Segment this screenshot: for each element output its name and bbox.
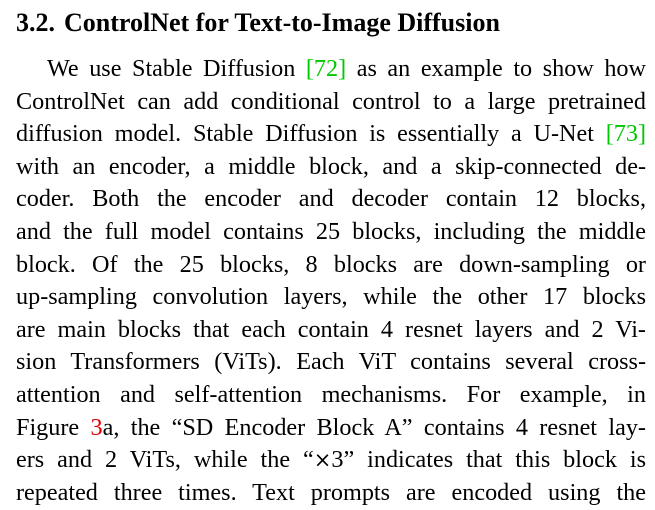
- citation-link[interactable]: [72]: [305, 55, 347, 82]
- paragraph-line: and the full model contains 25 blocks, including the middle: [16, 217, 646, 245]
- line-text: a, the “SD Encoder Block A” contains 4 resnet lay-: [102, 413, 646, 441]
- section-title: ControlNet for Text-to-Image Diffusion: [64, 8, 500, 37]
- citation-link[interactable]: [73]: [605, 120, 646, 148]
- section-number: 3.2.: [16, 8, 55, 37]
- paragraph-line: with an encoder, a middle block, and a skip-connected de-: [16, 152, 646, 180]
- paragraph-line: [16, 412, 646, 445]
- line-text: ers and 2 ViTs, while the “: [16, 446, 314, 474]
- paragraph-line: [16, 118, 646, 151]
- paragraph-line: ControlNet can add conditional control to a large pretrained: [16, 87, 646, 115]
- paragraph-line: [16, 53, 646, 86]
- line-text: Figure: [16, 413, 91, 441]
- body-paragraph: [16, 53, 646, 509]
- paragraph-line: [16, 444, 646, 477]
- paragraph-line: block. Of the 25 blocks, 8 blocks are down-sampling or: [16, 250, 646, 278]
- paragraph-line: attention and self-attention mechanisms. For example, in: [16, 380, 646, 408]
- times-symbol: ×: [313, 448, 332, 473]
- paragraph-line: are main blocks that each contain 4 resnet layers and 2 Vi-: [16, 315, 646, 343]
- paper-page: [16, 6, 646, 509]
- paragraph-line: up-sampling convolution layers, while the other 17 blocks: [16, 283, 646, 311]
- section-heading: [16, 6, 646, 40]
- paragraph-line: repeated three times. Text prompts are encoded using the: [16, 478, 646, 506]
- line-text: 3” indicates that this block is: [331, 446, 646, 474]
- line-text: We use Stable Diffusion: [47, 55, 306, 82]
- line-text: as an example to show how: [346, 55, 646, 82]
- paragraph-line: sion Transformers (ViTs). Each ViT contains several cross-: [16, 348, 646, 376]
- figure-reference-link[interactable]: 3: [90, 413, 103, 441]
- paragraph-line: coder. Both the encoder and decoder contain 12 blocks,: [16, 185, 646, 213]
- line-text: diffusion model. Stable Diffusion is essentially a U-Net: [16, 120, 606, 148]
